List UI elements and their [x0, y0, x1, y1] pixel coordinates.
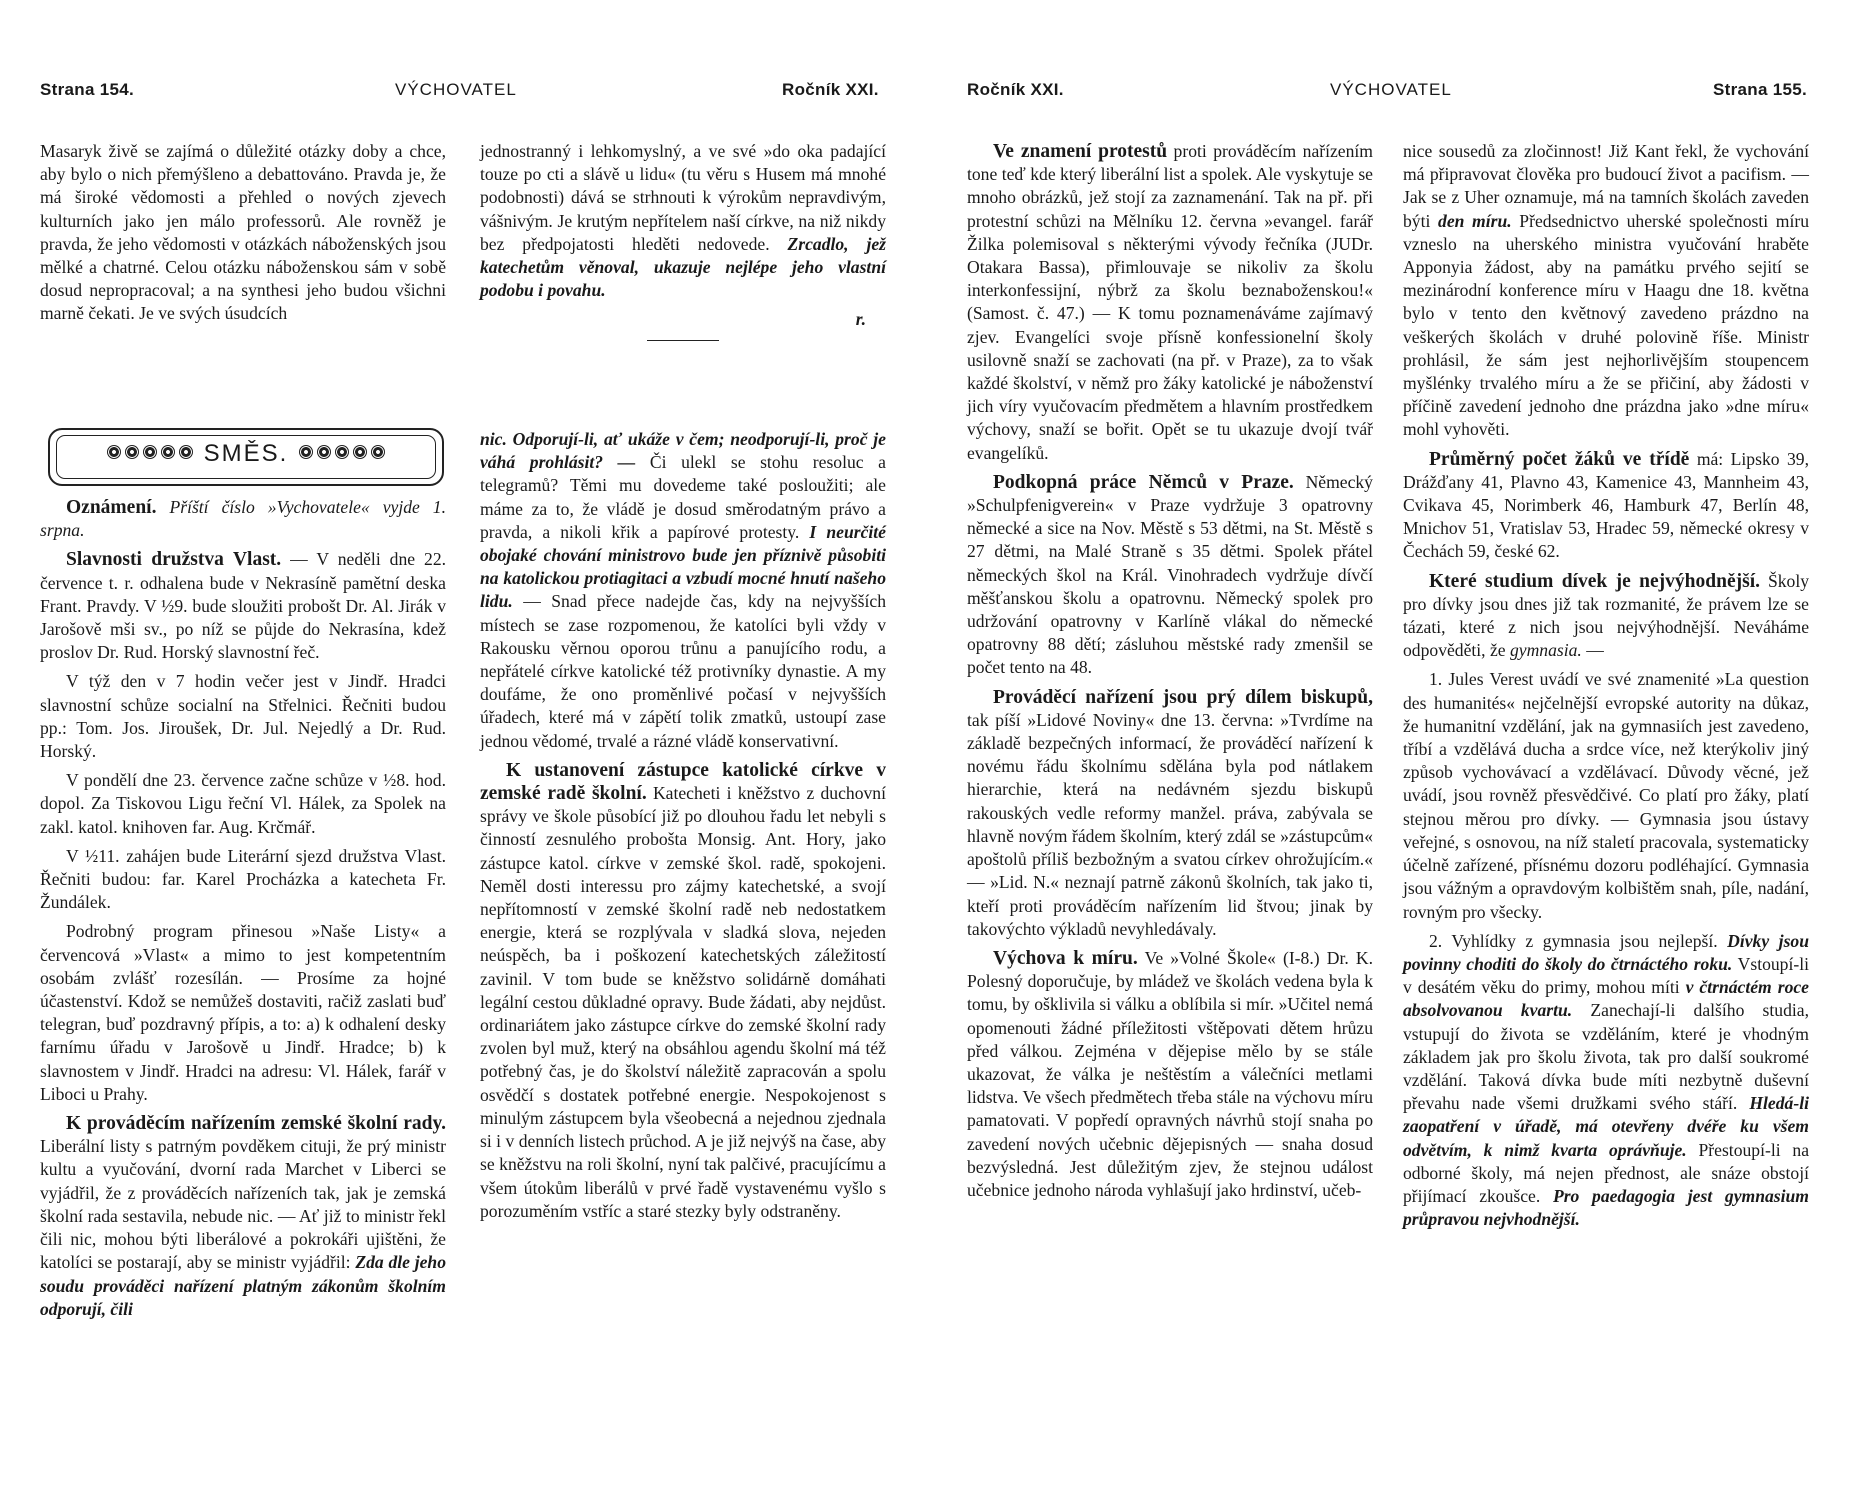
volume-label: Ročník XXI.: [782, 80, 879, 99]
rosette-icon: [317, 445, 331, 459]
rosette-icon: [107, 445, 121, 459]
article-slavnosti: Slavnosti družstva Vlast. — V neděli dne 22. července t. r. odhalena bude v Nekrasíně pamětní deska Frant. Pravdy. V ½9. bude sloužiti probošt Dr. Al. Jirák v Jarošově mši sv., po níž se půjde do Nekrasína, kdež proslov Dr. Rud. Horský slavnostní řeč.: [40, 549, 447, 663]
article-studium: Které studium dívek je nejvýhodnější. Školy pro dívky jsou dnes již tak rozmanité, že právem lze se tázati, které z nich jsou nejvýhodnější. Neváháme odpověděti, že gymnasia. —: [1403, 570, 1810, 661]
article-heading: Prováděcí nařízení jsou prý dílem biskupů,: [993, 686, 1373, 708]
article-heading: Slavnosti družstva Vlast.: [66, 549, 282, 571]
paragraph: Podrobný program přinesou »Naše Listy« a červencová »Vlast« a mimo to jest kompetentním osobám zvlášť rozesílán. — Prosíme za hojné účastenství. Kdož se nemůžeš dostaviti, račiž zaslati buď telegran, buď pozdravný přípis, a to: a) k odhalení desky farnímu úřadu v Jarošově u Jindř. Hradce; b) k slavnostem v Jindř. Hradci na adresu: Vl. Hálek, farář v Liboci u Prahy.: [40, 921, 446, 1104]
article-heading: Ve znamení protestů: [993, 141, 1168, 162]
left-col2-top: [480, 140, 886, 341]
article-heading: K ustanovení zástupce katolické církve v zemské radě školní.: [480, 759, 886, 805]
paragraph: V týž den v 7 hodin večer jest v Jindř. Hradci slavnostní schůze socialní na Střelnici. Řečniti budou pp.: Tom. Jos. Jiroušek, Dr. Jul. Nejedlý a Dr. Rud. Horský.: [40, 671, 446, 762]
rosette-icon: [125, 445, 139, 459]
article-podkopna: Podkopná práce Němců v Praze. Německý »Schulpfenigverein« v Praze vydržuje 3 opatrovny německé a sice na Nov. Městě s 53 dětmi, na St. Městě s 27 dětmi, na Malé Straně s 35 dětmi. Spolek přátel německých škol na Král. Vinohradech vydržuje dívčí měšťanskou školu a opatrovnu. Německý spolek pro udržování opatrovny v Karlíně vlákal do německé opatrovny 88 dětí; zásluhou městské rady zmenšil se počet tento na 48.: [967, 471, 1373, 678]
section-banner: [48, 428, 444, 486]
left-col1: [40, 428, 446, 1327]
article-heading: Které studium dívek je nejvýhodnější.: [1429, 570, 1760, 592]
running-head: [925, 80, 1850, 104]
article-provadecim: K prováděcím nařízením zemské školní rady. Liberální listy s patrným povděkem cituji, že prý ministr kultu a vyučování, dvorní rada Marchet v Liberci se vyjádřil, že z prováděcích nařízeních tak, jak je zemská školní rada sestavila, nebude nic. — Ať již to ministr řekl čili nic, mohou býti liberálové a pokrokáři ujištěni, že katolíci se postarají, aby se ministr vyjádřil: Zda dle jeho soudu prováděci nařízení platným zákonům školním odporují, čili: [40, 1113, 447, 1319]
section-title: SMĚS.: [203, 440, 289, 467]
author-signature: r.: [855, 309, 866, 330]
article-heading: Výchova k míru.: [993, 947, 1138, 969]
journal-title: VÝCHOVATEL: [395, 80, 517, 99]
rosette-icon: [335, 445, 349, 459]
article-protestu: Ve znamení protestů proti prováděcím nařízením tone teď kde který liberální list a spolek. Ale vyskytuje se mnoho obrázků, jež stojí za zaznamenání. Tak na př. při protestní schůzi na Mělníku 12. června »evangel. farář Žilka polemisoval s některými vývody řečníka (JUDr. Otakara Bassa), přimlouvaje se nikoliv za školu interkonfessijní, nýbrž za školu beznaboženskou!« (Samost. č. 47.) — K tomu poznamenáváme zajímavý zjev. Evangelíci svoje přísně konfessionelní školy usilovně snaží se zachovati (na př. v Praze), za to však každé školství, v němž pro žáky katolické je náboženství jich víry vyučovacím předmětem a hlavním prostředkem výchovy, snaží se bořit. Opět se tu ukazuje dvojí tvář evangelíků.: [967, 141, 1373, 463]
masaryk-paragraph: Masaryk živě se zajímá o důležité otázky doby a chce, aby bylo o nich přemýšleno a debattováno. Pravda je, že má široké vědomosti a přehled o nových zjevech kulturních jako jen málo professorů. Ale rovněž je pravda, že jeho vědomosti v otázkách náboženských jsou mělké a chatrné. Celou otázku náboženskou sám v sobě dosud nepropracoval; a na synthesi jeho budou všichni marně čekati. Je ve svých úsudcích: [40, 141, 446, 324]
paragraph: 2. Vyhlídky z gymnasia jsou nejlepší. Dívky jsou povinny choditi do školy do čtrnáctého roku. Vstoupí-li v desátém věku do primy, mohou míti v čtrnáctém roce absolvovanou kvartu. Zanechají-li dalšího studia, vstupují do života se vzděláním, které je vhodným základem jak pro školu života, tak pro další soukromé vzdělání. Taková dívka bude míti nezbytně duševní převahu nade všemi družkami svého stáří. Hledá-li zaopatření v úřadě, má otevřeny dvéře ku všem odvětvím, k nimž kvarta oprávňuje. Přestoupí-li na odborné školy, má nejen přednost, ale snáze obstojí přijímací zkoušce. Pro paedagogia jest gymnasium průpravou nejvhodnější.: [1403, 930, 1809, 1230]
article-heading: Podkopná práce Němců v Praze.: [993, 471, 1294, 493]
rosette-icon: [143, 445, 157, 459]
article-miru: Výchova k míru. Ve »Volné Škole« (I-8.) Dr. K. Polesný doporučuje, by mládež ve školách vedena byla k tomu, by ošklivila si válku a oblíbila si mír. »Učitel nemá opomenouti žádné příležitosti vštěpovati dětem hrůzu před válkou. Zejména v dějepise mělo by se stále ukazovat, že válka je neštěstím a válečníci metlami lidstva. Ve všech předmětech třeba stále na výchovu míru pamatovati. V popředí opravných návrhů stojí snaha po zavedení nových učebnic dějepisných — snaha dosud bezvýsledná. Jest důležitým zjev, že stejnou událost učebnice jednoho národa vyhlašují jako hrdinství, učeb-: [967, 947, 1373, 1200]
article-prumerny: Průměrný počet žáků ve třídě má: Lipsko 39, Drážďany 41, Plavno 43, Kamenice 43, Mannheim 43, Cvikava 45, Norimberk 46, Hamburk 47, Berlín 48, Mnichov 51, Vratislav 53, Hradec 59, německé okresy v Čechách 59, české 62.: [1403, 448, 1810, 562]
article-oznameni: Oznámení. Příští číslo »Vychovatele« vyjde 1. srpna.: [40, 497, 447, 541]
article-heading: Průměrný počet žáků ve třídě: [1429, 448, 1690, 470]
paragraph: V ½11. zahájen bude Literární sjezd družstva Vlast. Řečniti budou: far. Karel Procházka a katecheta Fr. Žundálek.: [40, 845, 446, 913]
left-col1-top: [40, 140, 446, 332]
masaryk-continuation: jednostranný i lehkomyslný, a ve své »do oka padající touze po cti a slávě u lidu« (tu věru s Husem má mnohé podobnosti) dává se strhnouti k výrokům nepravdivým, vášnivým. Je krutým nepřítelem naší církve, na niž nikdy bez předpojatosti hleděti nedovede. Zrcadlo, jež katechetům věnoval, ukazuje nejlépe jeho vlastní podobu i povahu.: [480, 141, 887, 301]
rosette-icon: [353, 445, 367, 459]
right-col2: [1403, 140, 1809, 1237]
journal-title: VÝCHOVATEL: [1330, 80, 1452, 99]
paragraph: V pondělí dne 23. července začne schůze v ½8. hod. dopol. Za Tiskovou Ligu řeční Vl. Hálek, za Spolek na zakl. katol. knihoven far. Aug. Krčmář.: [40, 770, 446, 837]
miru-continuation: nice sousedů za zločinnost! Již Kant řekl, že vychování má připravovat člověka pro budoucí život a pacifism. — Jak se z Uher oznamuje, má na tamních školách zaveden býti den míru. Předsednictvo uherské společnosti míru vzneslo na uherského ministra vyučování hraběte Apponyia žádost, aby na památku prvého sejití se mezinárodní konference míru v Haagu dne 18. května bylo v tento den květnový zavedeno prázdno na veškerých školách v druhé polovině říše. Ministr prohlásil, že sám jest nejhorlivějším stoupencem myšlénky trvalého míru a že se přičiní, aby žádosti v příčině zavedení jednoho dne prázdna jako »dne míru« mohl vyhověti.: [1403, 141, 1809, 440]
rosette-icon: [179, 445, 193, 459]
paragraph: 1. Jules Verest uvádí ve své znamenité »La question des humanités« nejčelnější evropské autority na důkaz, že humanitní vzdělání, jak na gymnasiích jest zavedeno, tříbí a vzdělává ducha a srdce více, než kterýkoliv jiný způsob vychovávací a vzdělávací. Důvody věcné, jež uvádí, jsou rovněž přesvědčivé. Co platí pro žáky, platí stejnou měrou pro dívky. — Gymnasia jsou ústavy veřejné, s osnovou, na níž staletí pracovala, systematicky účelně zařízené, přísnému dozoru podléhající. Gymnasia jsou vážným a opravdovým kolbištěm snah, píle, nadání, rovným pro všecky.: [1403, 669, 1809, 922]
volume-label: Ročník XXI.: [967, 80, 1064, 99]
rosette-icon: [371, 445, 385, 459]
running-head: [0, 80, 925, 104]
page-number: Strana 154.: [40, 80, 135, 99]
right-page: [925, 0, 1850, 1500]
article-heading: K prováděcím nařízením zemské školní rady.: [66, 1113, 446, 1135]
rosette-icon: [299, 445, 313, 459]
provadecim-continuation: nic. Odporují-li, ať ukáže v čem; neodporují-li, proč je váhá prohlásit? — Či ulekl se stohu resoluc a telegramů? Těmi mu dovedeme také posloužiti; ale máme za to, že vládě je dosud směrodatným právo a pravda, a nikoli křik a papírové protesty. I neurčité obojaké chování ministrovo bude jen příznivě působiti na katolickou protiagitaci a vzbudí mocné hnutí našeho lidu. — Snad přece nadejde čas, kdy na nejvyšších místech se zase rozpomenou, že katolíci byli vždy v Rakousku věrnou oporou trůnu a panujícího rodu, a nepřátelé církve katolické též protivníky dynastie. A my doufáme, že ono proměnlivé počasí v nejvyšších úřadech, které má v zápětí tolik zmatků, ustoupí zase jednou vědomé, trvalé a rázné vládě konservativní.: [480, 429, 886, 751]
left-col2: [480, 428, 886, 1229]
page-number: Strana 155.: [1713, 80, 1808, 99]
article-ustanoveni: K ustanovení zástupce katolické církve v zemské radě školní. Katecheti i kněžstvo z duchovní správy ve škole působící již po dlouhou řadu let nebyli s činností zesnulého probošta Monsig. Ant. Hory, jako zástupce katol. církve v zemské škol. radě, spokojeni. Neměl dosti interessu pro zájmy katechetské, a svojí nepřítomností v zemské školní radě neb nedostatkem energie, která se rozplývala v sladká slova, nejeden neúspěch, ba i poškození katechetských záležitostí zavinil. V tom bude se kněžstvo solidárně domáhati legální cestou důkladné opravy. Bude žádati, aby nejdůst. ordinariátem jako zástupce církve do zemské školní rady zvolen byl muž, který na obsáhlou agendu školní má též potřebný čas, je do školství náležitě zapracován a spolu osvědčí s dostatek potřebné energie. Nespokojenost s minulým zástupcem byla všeobecná a nejednou zjednala si i v denních listech průchod. A je již nejvýš na čase, aby se kněžstvu na roli školní, nyní tak palčivé, pracujícímu a všem útokům liberálů v prvé řadě vystavenému vyšlo s porozuměním vstříc a staré stezky byly odstraněny.: [480, 759, 886, 1221]
rosette-icon: [161, 445, 175, 459]
separator-rule: [647, 340, 719, 341]
article-heading: Oznámení.: [66, 497, 157, 518]
right-col1: [967, 140, 1373, 1208]
article-biskupu: Prováděcí nařízení jsou prý dílem biskupů, tak píší »Lidové Noviny« dne 13. června: »Tvrdíme na základě bezpečných informací, že prováděcí nařízení k novému řádu školnímu sdělána byla pod nátlakem hierarchie, která na nedávném sjezdu biskupů rakouských vedle reformy manžel. práva, zabývala se hlavně novým řádem školním, který zdál se »zástupcům« apoštolů příliš bezbožným a svatou církev ohrožujícím.« — »Lid. N.« neznají patrně zákonů školních, tak jako ti, kteří proti prováděcím nařízením lid štvou; jinak by takovýchto výkladů nevyhledávaly.: [967, 686, 1373, 939]
